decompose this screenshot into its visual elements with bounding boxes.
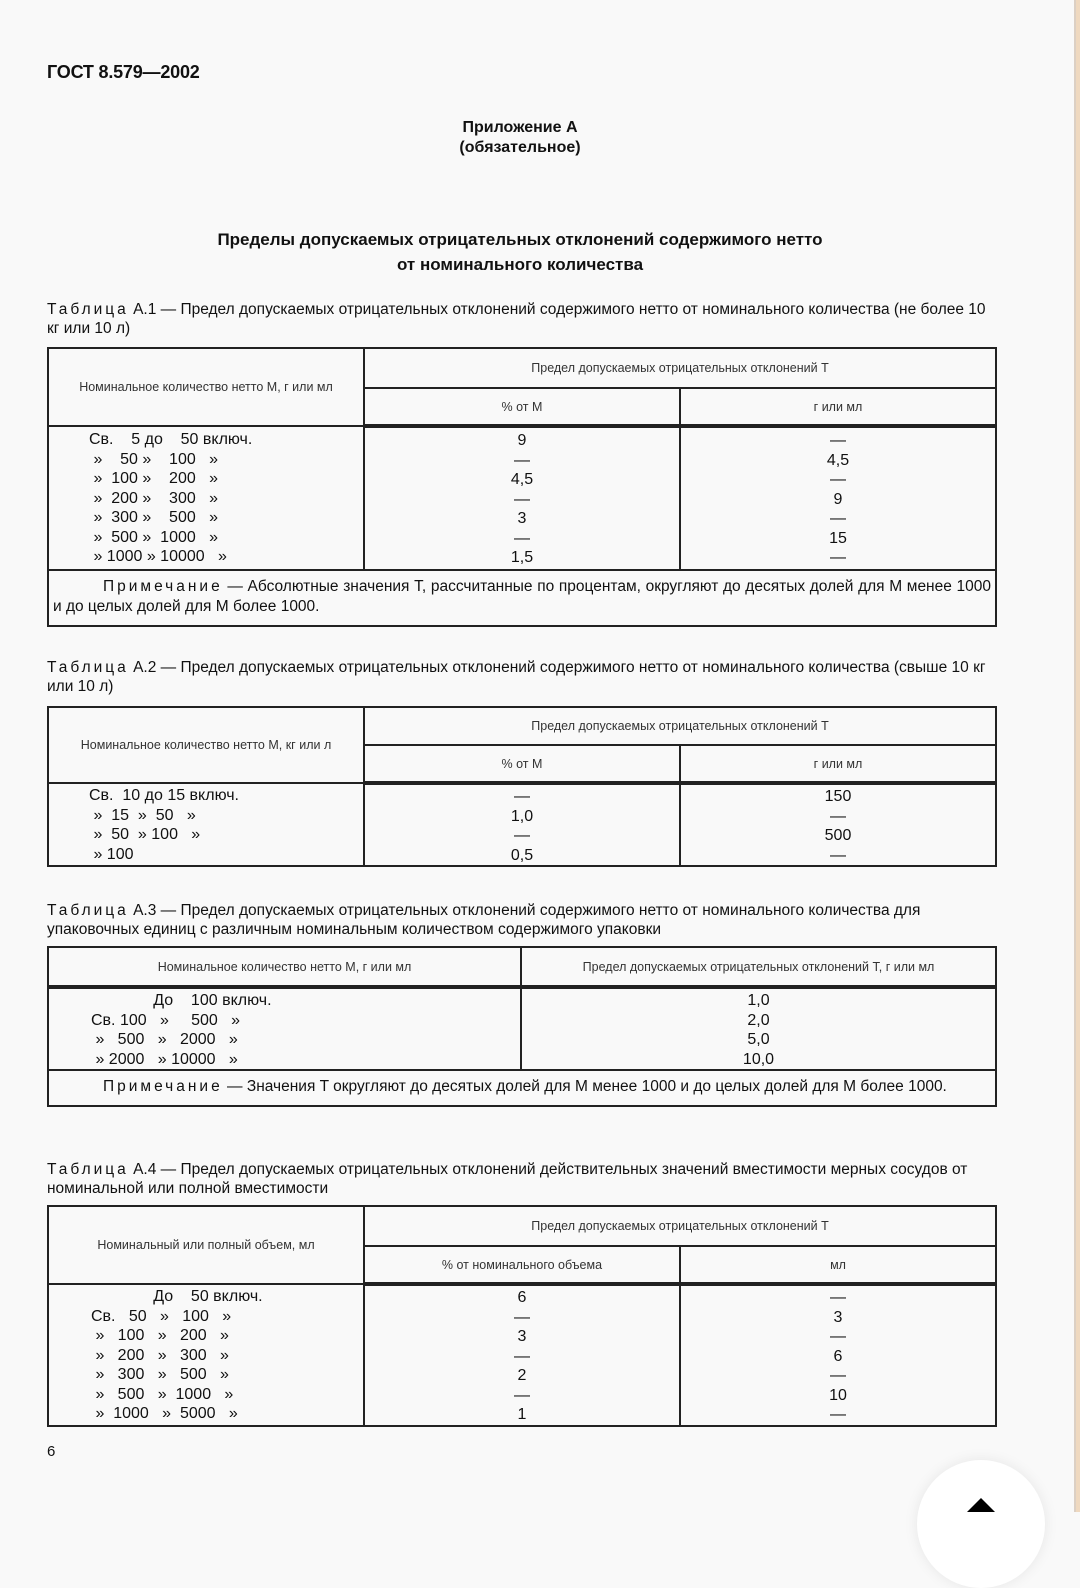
table-cell: 3 — [517, 1328, 527, 1345]
table-cell: 10 — [829, 1386, 847, 1404]
table-cell: 15 — [829, 529, 847, 547]
table-cell: — — [830, 1406, 846, 1423]
table-cell: 1,0 — [747, 992, 770, 1009]
table-cell: » 300 » 500 » — [91, 1366, 229, 1383]
annex-title: Приложение А — [462, 119, 578, 136]
table-cell: » 1000 » 10000 » — [89, 548, 227, 565]
value-column — [521, 987, 996, 1070]
table-cell: — — [514, 1347, 530, 1365]
table-cell: — — [514, 1386, 530, 1404]
table-cell: — — [830, 1367, 846, 1384]
header-percent: % от M — [364, 745, 680, 783]
caption-label: Таблица — [47, 659, 129, 676]
table-cell: 9 — [833, 490, 843, 508]
caption-label: Таблица — [47, 1161, 129, 1178]
arrow-up-icon — [967, 1498, 995, 1512]
table-a4 — [47, 1205, 997, 1427]
table-cell: — — [830, 471, 846, 488]
table-cell: 10,0 — [742, 1050, 775, 1068]
table-cell: Св. 100 » 500 » — [91, 1011, 241, 1029]
absolute-column — [680, 426, 996, 570]
range-column — [48, 987, 521, 1070]
table-cell: » 200 » 300 » — [91, 1346, 229, 1364]
note-label: Примечание — [103, 1078, 223, 1095]
table-cell: 1 — [517, 1406, 527, 1423]
table-cell: 3 — [833, 1308, 843, 1326]
table-cell: 6 — [833, 1347, 843, 1365]
document-id: ГОСТ 8.579—2002 — [47, 62, 200, 82]
header-tolerance-group: Предел допускаемых отрицательных отклонений T — [364, 348, 996, 388]
section-title — [0, 227, 1040, 277]
table-cell: » 200 » 300 » — [89, 489, 218, 507]
table-a3 — [47, 946, 997, 1107]
table-cell: До 50 включ. — [91, 1288, 263, 1305]
annex-status: (обязательное) — [459, 139, 581, 156]
table-note — [48, 1070, 996, 1106]
table-cell: » 2000 » 10000 » — [91, 1050, 238, 1068]
table-cell: » 500 » 2000 » — [91, 1031, 238, 1048]
table-cell: — — [830, 846, 846, 864]
range-column — [48, 426, 364, 570]
note-text: — Абсолютные значения T, рассчитанные по процентам, округляют до десятых долей для M менее 1000 и до целых долей для M более 1000. — [53, 577, 992, 615]
table-cell: — — [830, 510, 846, 527]
table-cell: » 100 — [89, 845, 134, 863]
caption-label: Таблица — [47, 301, 129, 318]
header-nominal-quantity: Номинальное количество нетто M, г или мл — [48, 947, 521, 987]
table-cell: — — [830, 1328, 846, 1345]
table-cell: — — [514, 451, 530, 469]
table-cell: 3 — [517, 510, 527, 527]
table-cell: 4,5 — [510, 471, 534, 488]
percent-column — [364, 783, 680, 866]
table-cell: 5,0 — [747, 1031, 770, 1048]
section-title-line2: от номинального количества — [396, 255, 644, 274]
absolute-column — [680, 783, 996, 866]
range-column — [48, 783, 364, 866]
section-title-line1: Пределы допускаемых отрицательных отклонений содержимого нетто — [217, 230, 823, 249]
table-cell: » 50 » 100 » — [89, 450, 218, 468]
header-percent: % от номинального объема — [364, 1246, 680, 1284]
table-cell: » 15 » 50 » — [89, 806, 196, 824]
header-nominal-quantity: Номинальное количество нетто M, кг или л — [48, 707, 364, 783]
page-number: 6 — [47, 1443, 56, 1460]
table-cell: » 100 » 200 » — [91, 1327, 229, 1344]
caption-text: А.3 — Предел допускаемых отрицательных отклонений содержимого нетто от номинального количества для упаковочных единиц с различным номинальным количеством содержимого упаковки — [47, 902, 921, 938]
table-a3-caption — [47, 901, 997, 939]
table-cell: — — [830, 1289, 846, 1306]
table-cell: — — [830, 432, 846, 449]
caption-label: Таблица — [47, 902, 129, 919]
header-absolute: г или мл — [680, 745, 996, 783]
table-note — [48, 570, 996, 626]
header-nominal-quantity: Номинальное количество нетто M, г или мл — [48, 348, 364, 426]
header-percent: % от M — [364, 388, 680, 426]
table-cell: 9 — [517, 432, 527, 449]
scroll-to-top-button[interactable] — [917, 1460, 1045, 1588]
page-edge-strip — [1074, 0, 1080, 1512]
table-cell: 2 — [517, 1367, 527, 1384]
page-edge — [1044, 0, 1080, 1512]
table-cell: — — [514, 788, 530, 805]
header-tolerance-group: Предел допускаемых отрицательных отклонений T — [364, 1206, 996, 1246]
table-cell: » 500 » 1000 » — [91, 1385, 234, 1403]
header-volume: Номинальный или полный объем, мл — [48, 1206, 364, 1284]
table-cell: — — [514, 1308, 530, 1326]
table-cell: » 100 » 200 » — [89, 470, 218, 487]
table-cell: 150 — [824, 788, 852, 805]
caption-text: А.2 — Предел допускаемых отрицательных отклонений содержимого нетто от номинального количества (свыше 10 кг или 10 л) — [47, 659, 986, 695]
header-absolute: мл — [680, 1246, 996, 1284]
annex-heading — [0, 118, 1040, 158]
table-cell: — — [830, 807, 846, 825]
table-cell: 1,0 — [510, 807, 534, 825]
percent-column — [364, 1284, 680, 1426]
table-cell: — — [514, 490, 530, 508]
caption-text: А.4 — Предел допускаемых отрицательных отклонений действительных значений вместимости мерных сосудов от номинальной или полной вместимости — [47, 1161, 968, 1197]
header-tolerance-group: Предел допускаемых отрицательных отклонений T — [364, 707, 996, 745]
table-cell: До 100 включ. — [91, 992, 272, 1009]
header-tolerance: Предел допускаемых отрицательных отклонений T, г или мл — [521, 947, 996, 987]
table-cell: 2,0 — [747, 1011, 770, 1029]
table-cell: — — [830, 549, 846, 566]
table-cell: — — [514, 529, 530, 547]
percent-column — [364, 426, 680, 570]
table-cell: 500 — [824, 827, 852, 844]
table-cell: Св. 50 » 100 » — [91, 1307, 232, 1325]
table-cell: 4,5 — [826, 451, 850, 469]
table-a1-caption — [47, 300, 997, 338]
table-cell: 6 — [517, 1289, 527, 1306]
table-cell: » 300 » 500 » — [89, 509, 218, 526]
table-cell: » 500 » 1000 » — [89, 528, 218, 546]
table-a4-caption — [47, 1160, 997, 1198]
note-text: — Значения T округляют до десятых долей для M менее 1000 и до целых долей для M более 1000. — [222, 1078, 947, 1095]
absolute-column — [680, 1284, 996, 1426]
table-cell: Св. 5 до 50 включ. — [89, 431, 253, 448]
table-a2 — [47, 706, 997, 867]
table-a1 — [47, 347, 997, 627]
table-cell: Св. 10 до 15 включ. — [89, 787, 239, 804]
note-label: Примечание — [103, 577, 223, 595]
range-column — [48, 1284, 364, 1426]
table-a2-caption — [47, 658, 997, 696]
table-cell: 0,5 — [510, 846, 534, 864]
table-cell: — — [514, 827, 530, 844]
table-cell: » 50 » 100 » — [89, 826, 201, 843]
header-absolute: г или мл — [680, 388, 996, 426]
table-cell: » 1000 » 5000 » — [91, 1405, 238, 1422]
table-cell: 1,5 — [510, 549, 534, 566]
caption-text: А.1 — Предел допускаемых отрицательных отклонений содержимого нетто от номинального количества (не более 10 кг или 10 л) — [47, 301, 986, 337]
